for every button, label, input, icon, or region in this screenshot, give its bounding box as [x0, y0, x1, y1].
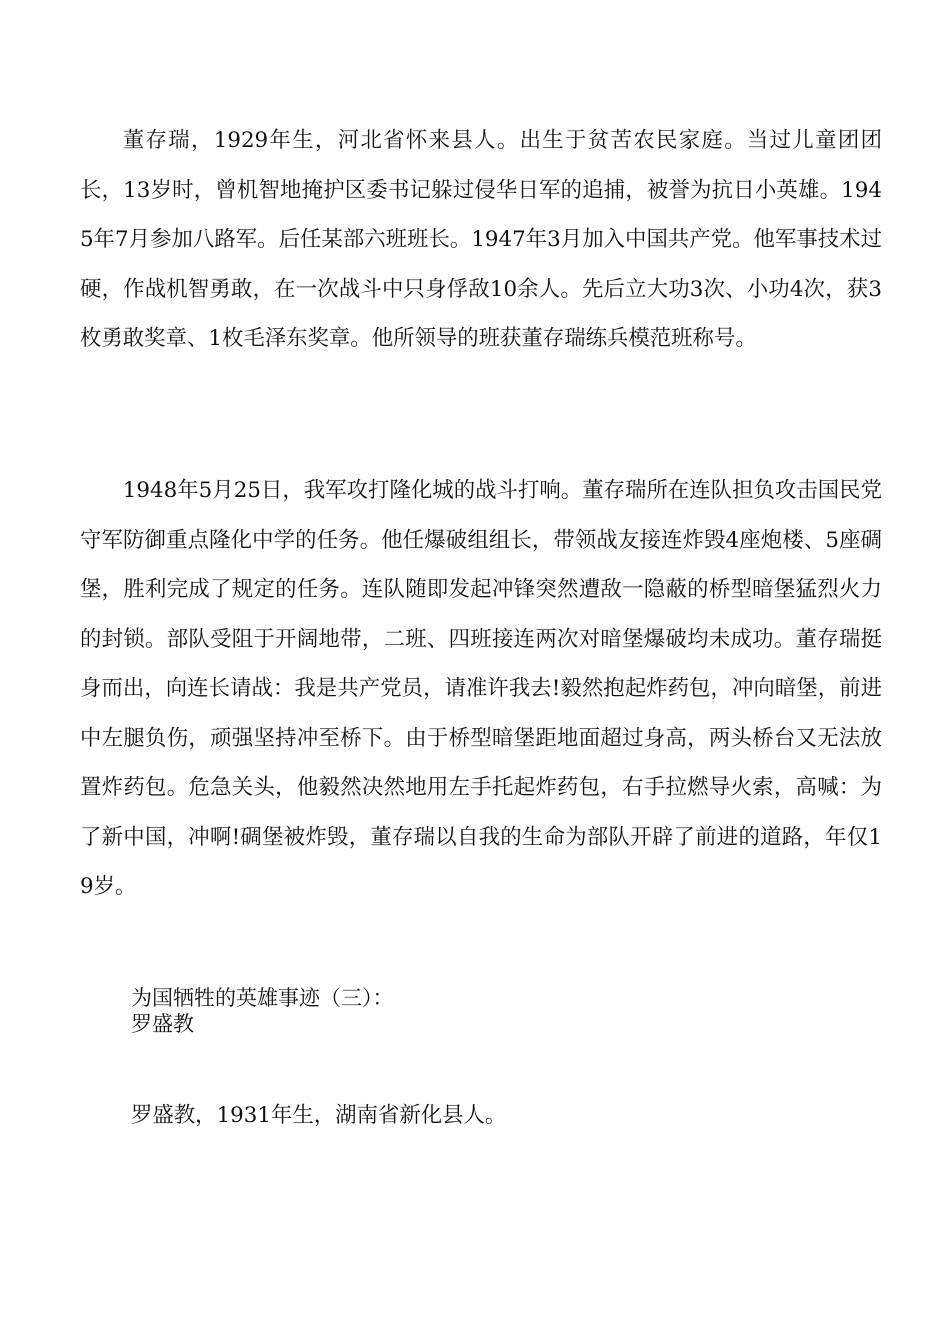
- section-heading-subject: 罗盛教: [131, 1012, 194, 1036]
- paragraph-dong-cunrui-bio: 董存瑞，1929年生，河北省怀来县人。出生于贫苦农民家庭。当过儿童团团长，13岁时，曾机智地掩护区委书记躲过侵华日军的追捕，被誉为抗日小英雄。1945年7月参加八路军。后任某部六班班长。1947年3月加入中国共产党。他军事技术过硬，作战机智勇敢，在一次战斗中只身俘敌10余人。先后立大功3次、小功4次，获3枚勇敢奖章、1枚毛泽东奖章。他所领导的班获董存瑞练兵模范班称号。: [80, 128, 882, 351]
- section-heading: [131, 985, 394, 1037]
- paragraph-longhua-battle: 1948年5月25日，我军攻打隆化城的战斗打响。董存瑞所在连队担负攻击国民党守军防御重点隆化中学的任务。他任爆破组组长，带领战友接连炸毁4座炮楼、5座碉堡，胜利完成了规定的任务。连队随即发起冲锋突然遭敌一隐蔽的桥型暗堡猛烈火力的封锁。部队受阻于开阔地带，二班、四班接连两次对暗堡爆破均未成功。董存瑞挺身而出，向连长请战：我是共产党员，请准许我去!毅然抱起炸药包，冲向暗堡，前进中左腿负伤，顽强坚持冲至桥下。由于桥型暗堡距地面超过身高，两头桥台又无法放置炸药包。危急关头，他毅然决然地用左手托起炸药包，右手拉燃导火索，高喊：为了新中国，冲啊!碉堡被炸毁，董存瑞以自我的生命为部队开辟了前进的道路，年仅19岁。: [80, 478, 882, 899]
- section-heading-title: 为国牺牲的英雄事迹（三）：: [131, 986, 394, 1010]
- paragraph-luo-shengjiao-bio: 罗盛教，1931年生，湖南省新化县人。: [131, 1103, 507, 1128]
